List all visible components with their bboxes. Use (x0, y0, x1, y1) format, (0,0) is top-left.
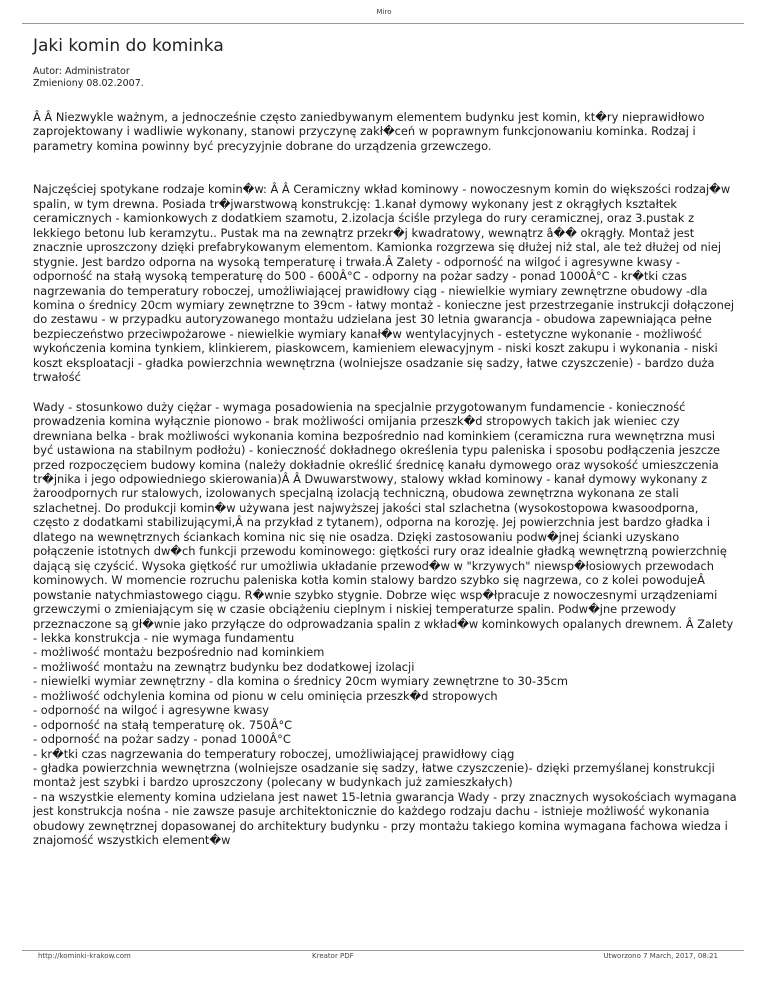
article-title: Jaki komin do kominka (33, 36, 224, 56)
modified-date-line: Zmieniony 08.02.2007. (33, 78, 144, 89)
ceramic-chimney-paragraph: Najczęściej spotykane rodzaje komin�w: Â Â Ceramiczny wkład kominowy - nowoczesnym komin do większości rodzaj�w spalin, w tym drewna. Posiada tr�jwarstwową konstrukcję: 1.kanał dymowy wykonany jest z okrągłych kształtek ceramicznych - kamionkowych z dodatkiem szamotu, 2.izolacja ściśle przylega do rury ceramicznej, oraz 3.pustak z lekkiego betonu lub keramzytu.. Pustak ma na zewnątrz przekr�j kwadratowy, wewnątrz â�� okrągły. Montaż jest znacznie uproszczony dzięki prefabrykowanym elementom. Kamionka rozgrzewa się dłużej niż stal, ale też dłużej od niej stygnie. Jest bardzo odporna na wysoką temperaturę i trwała.Â Zalety - odporność na wilgoć i agresywne kwasy - odporność na stałą wysoką temperaturę do 500 - 600Â°C - odporny na pożar sadzy - ponad 1000Â°C - kr�tki czas nagrzewania do temperatury roboczej, umożliwiającej prawidłowy ciąg - niewielkie wymiary zewnętrzne obudowy -dla komina o średnicy 20cm wymiary zewnętrzne to 39cm - łatwy montaż - konieczne jest przestrzeganie instrukcji dołączonej do zestawu - w przypadku autoryzowanego montażu udzielana jest 30 letnia gwarancja - obudowa zapewniająca pełne bezpieczeństwo przeciwpożarowe - niewielkie wymiary kanał�w wentylacyjnych - estetyczne wykonanie - możliwość wykończenia komina tynkiem, klinkierem, piaskowcem, kamieniem elewacyjnym - niski koszt zakupu i wykonania - niski koszt eksploatacji - gładka powierzchnia wewnętrzna (wolniejsze osadzanie się sadzy, łatwe czyszczenie) - bardzo duża trwałość (33, 182, 734, 385)
header-divider (22, 23, 744, 24)
steel-chimney-paragraph: Wady - stosunkowo duży ciężar - wymaga posadowienia na specjalnie przygotowanym fundamencie - konieczność prowadzenia komina wyłącznie pionowo - brak możliwości omijania przeszk�d stropowych takich jak wieniec czy drewniana belka - brak możliwości wykonania komina bezpośrednio nad kominkiem (ceramiczna rura wewnętrzna musi być ustawiona na stabilnym podłożu) - konieczność dokładnego określenia typu paleniska i sposobu podłączenia jeszcze przed rozpoczęciem budowy komina (należy dokładnie określić średnicę kanału dymowego oraz wysokość umieszczenia tr�jnika i jego odpowiedniego skierowania)Â Â Dwuwarstwowy, stalowy wkład kominowy - kanał dymowy wykonany z żaroodpornych rur stalowych, izolowanych specjalną izolacją techniczną, obudowa zewnętrzna wykonana ze stali szlachetnej. Do produkcji komin�w używana jest najwyższej jakości stal szlachetna (wysokostopowa kwasoodporna, często z dodatkami stabilizującymi,Â na przykład z tytanem), odporna na korozję. Jej powierzchnia jest bardzo gładka i dlatego na wewnętrznych ściankach komina nic się nie osadza. Dzięki zastosowaniu podw�jnej ścianki uzyskano połączenie istotnych dw�ch funkcji przewodu kominowego: giętkości rury oraz idealnie gładką wewnętrzną powierzchnię dającą się czyścić. Wysoka giętkość rur umożliwia układanie przewod�w w "krzywych" niewsp�łosiowych przewodach kominowych. W momencie rozruchu paleniska kotła komin stalowy bardzo szybko się nagrzewa, co z kolei powodujeÂ powstanie natychmiastowego ciągu. R�wnie szybko stygnie. Dobrze więc wsp�łpracuje z nowoczesnymi urządzeniami grzewczymi o zmieniającym się w czasie obciążeniu cieplnym i niskiej temperaturze spalin. Podw�jne przewody przeznaczone są gł�wnie jako przyłącze do odprowadzania spalin z wkład�w kominkowych opalanych drewnem. Â Zalety - lekka konstrukcja - nie wymaga fundamentu - możliwość montażu bezpośrednio nad kominkiem - możliwość montażu na zewnątrz budynku bez dodatkowej izolacji - niewielki wymiar zewnętrzny - dla komina o średnicy 20cm wymiary zewnętrzne to 30-35cm - możliwość odchylenia komina od pionu w celu ominięcia przeszk�d stropowych - odporność na wilgoć i agresywne kwasy - odporność na stałą temperaturę ok. 750Â°C - odporność na pożar sadzy - ponad 1000Â°C - kr�tki czas nagrzewania do temperatury roboczej, umożliwiającej prawidłowy ciąg - gładka powierzchnia wewnętrzna (wolniejsze osadzanie się sadzy, łatwe czyszczenie)- dzięki przemyślanej konstrukcji montaż jest szybki i bardzo uproszczony (polecany w budynkach już zamieszkałych) - na wszystkie elementy komina udzielana jest nawet 15-letnia gwarancja Wady - przy znacznych wysokościach wymagana jest konstrukcja nośna - nie zawsze pasuje architektonicznie do każdego rodzaju dachu - istnieje możliwość wykonania obudowy zewnętrznej dopasowanej do architektury budynku - przy montażu takiego komina wymagana fachowa wiedza i znajomość wszystkich element�w (33, 399, 737, 848)
article-meta (33, 66, 144, 90)
footer-generator: Kreator PDF (312, 952, 354, 960)
footer-url: http://kominki-krakow.com (38, 952, 131, 960)
document-source-label: Miro (376, 8, 392, 16)
footer-created-date: Utworzono 7 March, 2017, 08:21 (603, 952, 718, 960)
author-line: Autor: Administrator (33, 66, 130, 77)
footer-divider (22, 950, 744, 951)
article-body (33, 110, 737, 848)
intro-paragraph: Â Â Niezwykle ważnym, a jednocześnie często zaniedbywanym elementem budynku jest komin, kt�ry nieprawidłowo zaprojektowany i wadliwie wykonany, stanowi przyczynę zakł�ceń w poprawnym funkcjonowaniu kominka. Rodzaj i parametry komina powinny być precyzyjnie dobrane do urządzenia grzewczego. (33, 110, 705, 153)
